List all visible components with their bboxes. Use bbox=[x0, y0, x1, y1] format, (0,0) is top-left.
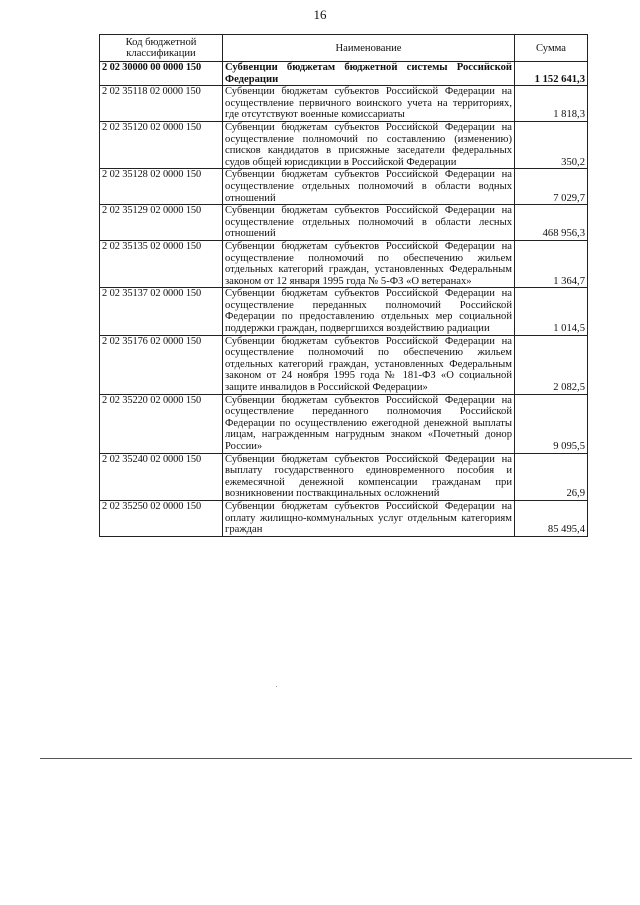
row-code: 2 02 35120 02 0000 150 bbox=[100, 121, 223, 168]
row-name: Субвенции бюджетам субъектов Российской Федерации на осуществление полномочий по обеспечению жильем отдельных категорий граждан, установленных Федеральным законом от 24 ноября 1995 года № 181-ФЗ «О социальной защите инвалидов в Российской Федерации» bbox=[223, 335, 515, 394]
row-name: Субвенции бюджетам субъектов Российской Федерации на осуществление полномочий по составлению (изменению) списков кандидатов в присяжные заседатели федеральных судов общей юрисдикции в Российской Федерации bbox=[223, 121, 515, 168]
row-code: 2 02 35129 02 0000 150 bbox=[100, 205, 223, 241]
row-code: 2 02 35250 02 0000 150 bbox=[100, 500, 223, 536]
table-row bbox=[100, 121, 588, 168]
row-sum: 9 095,5 bbox=[515, 394, 588, 453]
table-row bbox=[100, 453, 588, 500]
page-number: 16 bbox=[313, 7, 327, 22]
row-sum: 2 082,5 bbox=[515, 335, 588, 394]
row-sum: 468 956,3 bbox=[515, 205, 588, 241]
row-name: Субвенции бюджетам субъектов Российской Федерации на выплату государственного единовременного пособия и ежемесячной денежной компенсации гражданам при возникновении поствакцинальных осложнений bbox=[223, 453, 515, 500]
row-sum: 350,2 bbox=[515, 121, 588, 168]
header-name: Наименование bbox=[223, 35, 515, 62]
table-header-row bbox=[100, 35, 588, 62]
row-name: Субвенции бюджетам субъектов Российской Федерации на осуществление отдельных полномочий в области лесных отношений bbox=[223, 205, 515, 241]
row-code: 2 02 35135 02 0000 150 bbox=[100, 240, 223, 287]
row-code: 2 02 35220 02 0000 150 bbox=[100, 394, 223, 453]
row-sum: 26,9 bbox=[515, 453, 588, 500]
table-row bbox=[100, 240, 588, 287]
table-row bbox=[100, 500, 588, 536]
row-sum: 85 495,4 bbox=[515, 500, 588, 536]
row-code: 2 02 30000 00 0000 150 bbox=[100, 62, 223, 86]
table-body bbox=[100, 62, 588, 537]
table-row bbox=[100, 335, 588, 394]
table-row bbox=[100, 86, 588, 122]
row-name: Субвенции бюджетам субъектов Российской Федерации на осуществление отдельных полномочий в области водных отношений bbox=[223, 169, 515, 205]
row-code: 2 02 35118 02 0000 150 bbox=[100, 86, 223, 122]
row-sum: 1 818,3 bbox=[515, 86, 588, 122]
row-name: Субвенции бюджетам субъектов Российской Федерации на осуществление переданного полномочия Российской Федерации по осуществлению ежегодной денежной выплаты лицам, награжденным нагрудным знаком «Почетный донор России» bbox=[223, 394, 515, 453]
scan-speck bbox=[276, 686, 277, 687]
table-row bbox=[100, 394, 588, 453]
row-code: 2 02 35128 02 0000 150 bbox=[100, 169, 223, 205]
row-sum: 1 014,5 bbox=[515, 288, 588, 335]
header-code: Код бюджетной классификации bbox=[100, 35, 223, 62]
row-name: Субвенции бюджетам субъектов Российской Федерации на осуществление полномочий по обеспечению жильем отдельных категорий граждан, установленных Федеральным законом от 12 января 1995 года № 5-ФЗ «О ветеранах» bbox=[223, 240, 515, 287]
table-row bbox=[100, 169, 588, 205]
table-row bbox=[100, 62, 588, 86]
budget-table bbox=[99, 34, 588, 537]
row-name: Субвенции бюджетам субъектов Российской Федерации на оплату жилищно-коммунальных услуг отдельным категориям граждан bbox=[223, 500, 515, 536]
row-code: 2 02 35137 02 0000 150 bbox=[100, 288, 223, 335]
row-name: Субвенции бюджетам субъектов Российской Федерации на осуществление первичного воинского учета на территориях, где отсутствуют военные комиссариаты bbox=[223, 86, 515, 122]
row-sum: 7 029,7 bbox=[515, 169, 588, 205]
row-code: 2 02 35240 02 0000 150 bbox=[100, 453, 223, 500]
row-code: 2 02 35176 02 0000 150 bbox=[100, 335, 223, 394]
row-name: Субвенции бюджетам бюджетной системы Российской Федерации bbox=[223, 62, 515, 86]
table-row bbox=[100, 288, 588, 335]
table-row bbox=[100, 205, 588, 241]
row-name: Субвенции бюджетам субъектов Российской Федерации на осуществление переданных полномочий Российской Федерации по предоставлению отдельных мер социальной поддержки граждан, подвергшихся воздействию радиации bbox=[223, 288, 515, 335]
footer-divider bbox=[40, 758, 632, 759]
row-sum: 1 152 641,3 bbox=[515, 62, 588, 86]
row-sum: 1 364,7 bbox=[515, 240, 588, 287]
header-sum: Сумма bbox=[515, 35, 588, 62]
